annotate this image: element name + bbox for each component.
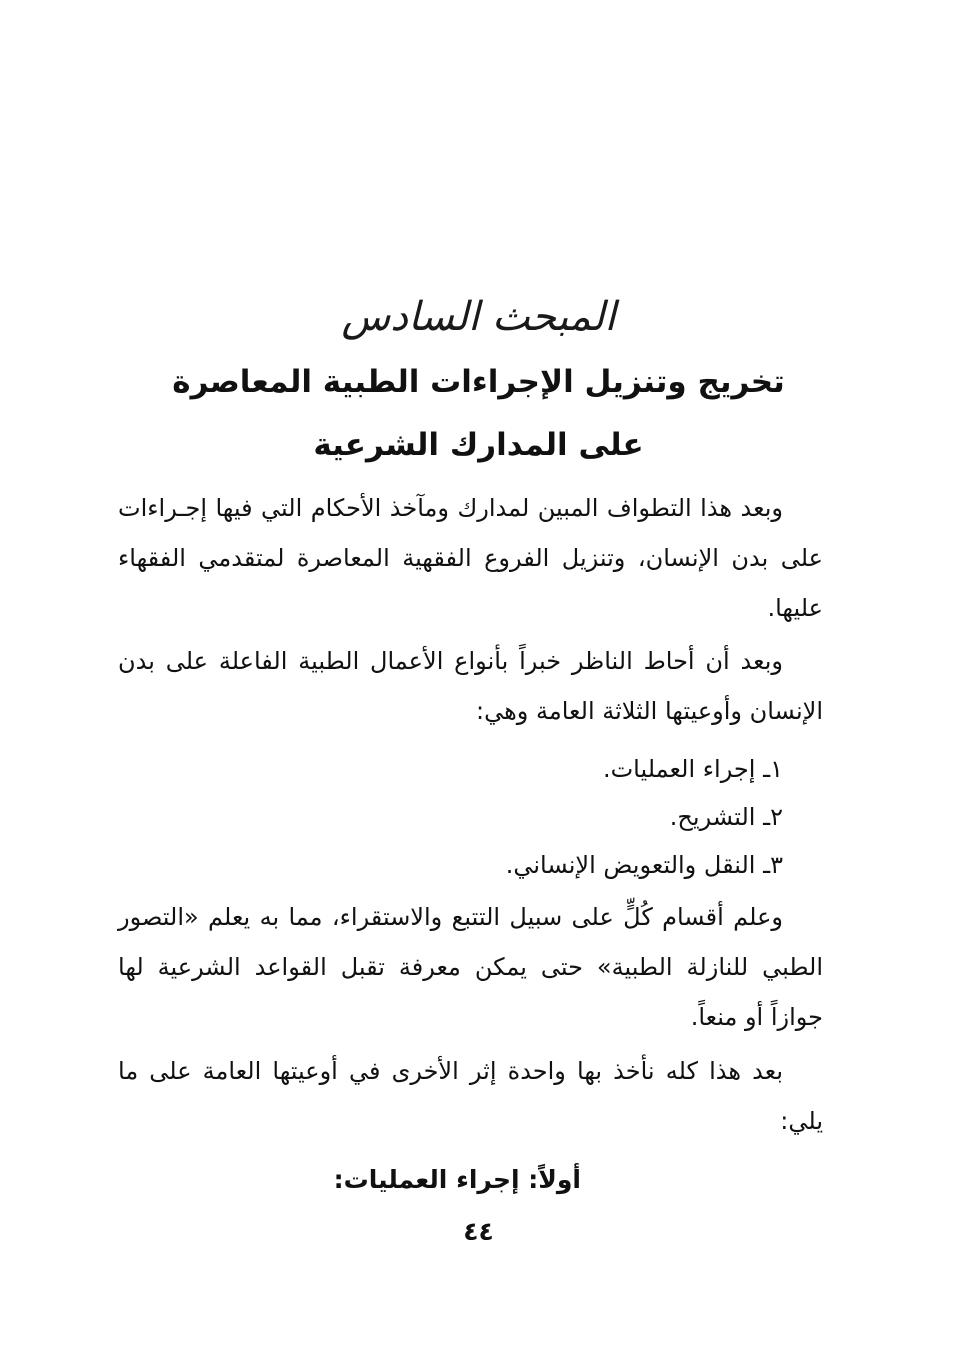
- list-item: ٣ـ النقل والتعويض الإنساني.: [505, 851, 783, 879]
- section-title-line-2: على المدارك الشرعية: [313, 427, 644, 463]
- procedures-list: [118, 745, 823, 889]
- subheading: أولاً: إجراء العمليات:: [333, 1165, 581, 1194]
- chapter-heading: المبحث السادس: [341, 294, 616, 340]
- paragraph-1: وبعد هذا التطواف المبين لمدارك ومآخذ الأحكام التي فيها إجـراءات على بدن الإنسان، وتنزيل الفروع الفقهية المعاصرة لمتقدمي الفقهاء عليها.: [118, 494, 823, 622]
- paragraph-4: بعد هذا كله نأخذ بها واحدة إثر الأخرى في أوعيتها العامة على ما يلي:: [118, 1057, 823, 1135]
- list-item: ٢ـ التشريح.: [669, 803, 783, 831]
- list-item: ١ـ إجراء العمليات.: [602, 755, 783, 783]
- section-title-line-1: تخريج وتنزيل الإجراءات الطبية المعاصرة: [172, 364, 785, 400]
- paragraph-3: وعلم أقسام كُلٍّ على سبيل التتبع والاستقراء، مما به يعلم «التصور الطبي للنازلة الطبية» حتى يمكن معرفة تقبل القواعد الشرعية لها جوازاً أو منعاً.: [118, 903, 823, 1031]
- page-number: ٤٤: [463, 1217, 494, 1246]
- paragraph-2: وبعد أن أحاط الناظر خبراً بأنواع الأعمال الطبية الفاعلة على بدن الإنسان وأوعيتها الثلاثة العامة وهي:: [118, 647, 823, 725]
